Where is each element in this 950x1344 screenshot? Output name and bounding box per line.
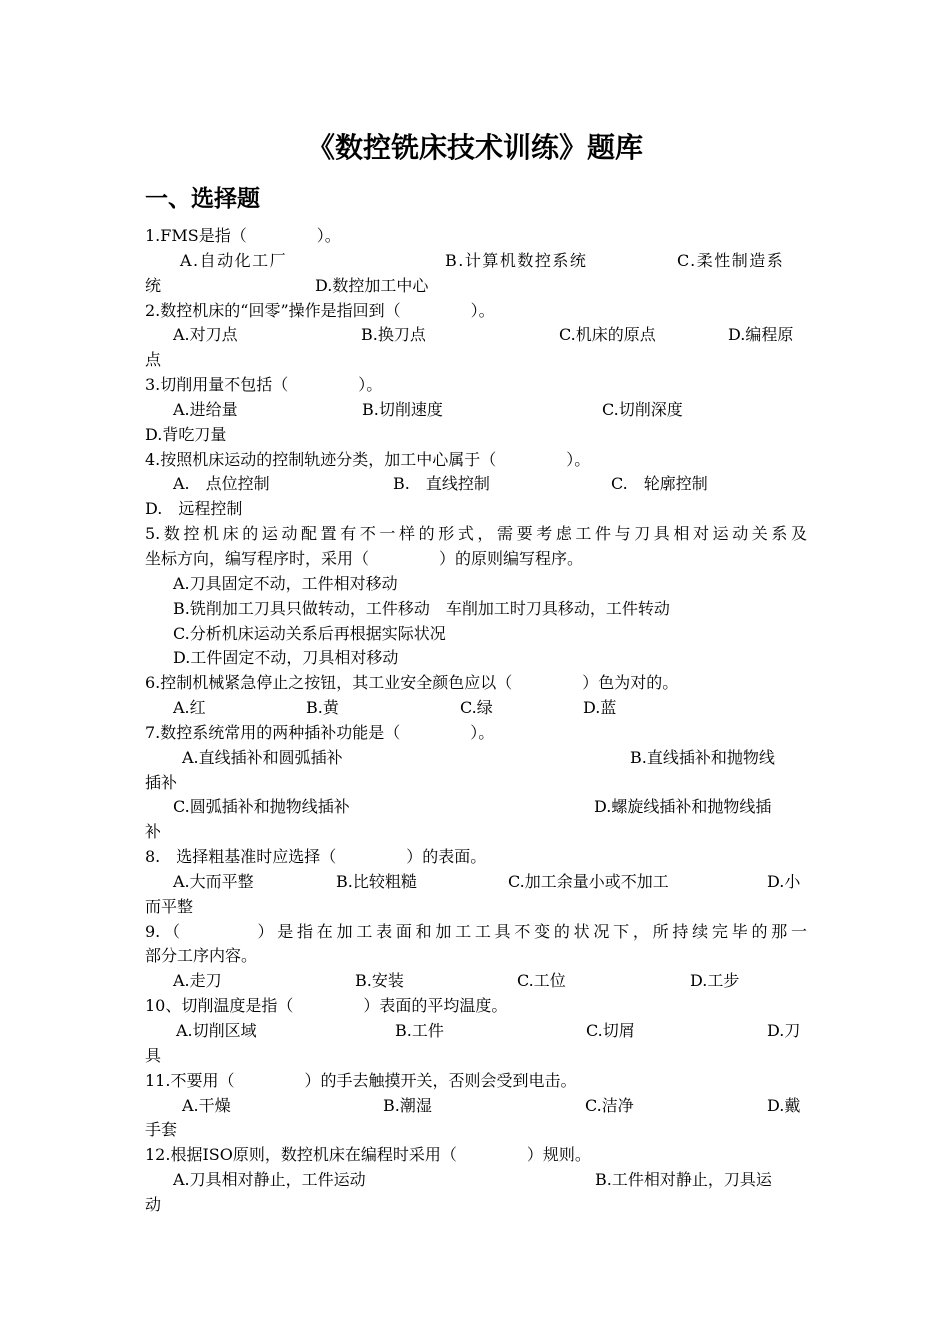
question-stem: 8. 选择粗基准时应选择（ ）的表面。: [145, 847, 487, 867]
option-a: A.大而平整: [173, 871, 254, 891]
option-c: C. 轮廓控制: [611, 474, 708, 494]
option-row: [145, 472, 807, 497]
option-c: C.分析机床运动关系后再根据实际状况: [173, 623, 446, 643]
option-row: [145, 398, 807, 423]
question-stem: 12.根据ISO原则，数控机床在编程时采用（ ）规则。: [145, 1145, 591, 1165]
option-d-continued: 具: [145, 1045, 162, 1065]
question-stem: 11.不要用（ ）的手去触摸开关，否则会受到电击。: [145, 1070, 577, 1090]
question-stem: 4.按照机床运动的控制轨迹分类，加工中心属于（ ）。: [145, 449, 591, 469]
option-d: D. 远程控制: [145, 499, 243, 519]
option-a: A.走刀: [173, 971, 222, 991]
option-d-continued: 补: [145, 822, 162, 842]
question-stem: 6.控制机械紧急停止之按钮，其工业安全颜色应以（ ）色为对的。: [145, 673, 679, 693]
option-row: [145, 696, 807, 721]
question-stem-continued: 坐标方向，编写程序时，采用（ ）的原则编写程序。: [145, 548, 584, 568]
option-b-continued: 动: [145, 1194, 162, 1214]
option-c: C.绿: [460, 698, 493, 718]
question-stem-continued: 部分工序内容。: [145, 946, 258, 966]
option-d-continued: 点: [145, 350, 162, 370]
option-row: [145, 895, 807, 920]
option-c: C.洁净: [585, 1095, 634, 1115]
option-a: A.对刀点: [173, 325, 238, 345]
question-stem: 1.FMS是指（ ）。: [145, 226, 341, 245]
option-b: B.换刀点: [361, 325, 426, 345]
option-d: D.螺旋线插补和抛物线插: [594, 797, 772, 817]
option-row: [145, 1094, 807, 1119]
question-stem: 3.切削用量不包括（ ）。: [145, 375, 383, 395]
option-d: D.小: [767, 871, 801, 891]
option-b: B.直线插补和抛物线: [630, 747, 775, 767]
option-d: D.蓝: [583, 698, 617, 718]
option-row: [145, 820, 807, 845]
option-a: A.自动化工厂: [180, 250, 288, 270]
option-a: A.切削区域: [176, 1021, 257, 1040]
option-row: [145, 771, 807, 796]
question-stem: 9.（ ）是指在加工表面和加工工具不变的状况下，所持续完毕的那一: [145, 921, 807, 941]
option-b: B. 直线控制: [393, 474, 490, 494]
option-d: D.戴: [767, 1095, 801, 1115]
option-c: C.切削深度: [602, 399, 683, 419]
option-a: A.进给量: [173, 399, 238, 419]
option-a: A.刀具固定不动，工件相对移动: [173, 573, 398, 593]
option-c: C.加工余量小或不加工: [508, 871, 669, 891]
option-c: C.切屑: [586, 1021, 635, 1040]
option-row: [145, 1193, 807, 1218]
document-title: 《数控铣床技术训练》题库: [306, 131, 643, 164]
option-a: A.干燥: [182, 1095, 231, 1115]
option-row: [145, 1044, 807, 1069]
option-a: A.红: [173, 698, 206, 718]
option-c: C.机床的原点: [559, 325, 656, 345]
option-c: C.工位: [517, 971, 566, 991]
option-a: A.刀具相对静止，工件运动: [173, 1170, 366, 1190]
option-row: [145, 1118, 807, 1143]
option-a: A.直线插补和圆弧插补: [182, 747, 343, 767]
option-row: [145, 795, 807, 820]
option-d: D.工步: [690, 971, 740, 991]
option-row: [145, 423, 807, 448]
option-b: B.工件相对静止，刀具运: [595, 1170, 772, 1190]
option-b: B.计算机数控系统: [445, 250, 588, 270]
option-d: D.编程原: [728, 325, 794, 345]
option-row: [145, 348, 807, 373]
option-b: B.黄: [306, 698, 339, 718]
option-row: [145, 572, 807, 597]
option-row: [145, 969, 807, 994]
option-b: B.铣削加工刀具只做转动，工件移动 车削加工时刀具移动，工件转动: [173, 598, 670, 618]
option-row: [145, 1019, 807, 1044]
option-row: [145, 274, 807, 299]
option-d: D.工件固定不动，刀具相对移动: [173, 648, 399, 668]
option-row: [145, 597, 807, 622]
option-d: D.刀: [767, 1021, 801, 1040]
option-row: [145, 870, 807, 895]
option-a: A. 点位控制: [173, 474, 270, 494]
option-row: [145, 746, 807, 771]
option-row: [145, 1168, 807, 1193]
option-row: [145, 646, 807, 671]
option-d: D.背吃刀量: [145, 424, 227, 444]
question-stem: 7.数控系统常用的两种插补功能是（ ）。: [145, 722, 495, 742]
option-b: B.安装: [355, 971, 404, 991]
option-b: B.切削速度: [362, 399, 443, 419]
option-b: B.比较粗糙: [336, 871, 417, 891]
option-d-continued: 手套: [145, 1120, 178, 1140]
option-b-continued: 插补: [145, 772, 178, 792]
option-d: D.数控加工中心: [315, 275, 429, 295]
option-row: [145, 497, 807, 522]
question-stem: 10、切削温度是指（ ）表面的平均温度。: [145, 996, 508, 1016]
option-row: [145, 323, 807, 348]
section-heading: 一、选择题: [145, 186, 260, 212]
option-c: C.圆弧插补和抛物线插补: [173, 797, 350, 817]
question-stem: 5.数控机床的运动配置有不一样的形式，需要考虑工件与刀具相对运动关系及: [145, 524, 807, 544]
option-d-continued: 而平整: [145, 896, 194, 916]
option-c: C.柔性制造系: [677, 250, 785, 270]
option-b: B.潮湿: [383, 1095, 432, 1115]
option-row: [145, 622, 807, 647]
question-list: [145, 224, 807, 1218]
question-stem: 2.数控机床的“回零”操作是指回到（ ）。: [145, 300, 495, 320]
option-c-continued: 统: [145, 275, 162, 295]
option-b: B.工件: [395, 1021, 444, 1040]
option-row: [145, 249, 807, 274]
